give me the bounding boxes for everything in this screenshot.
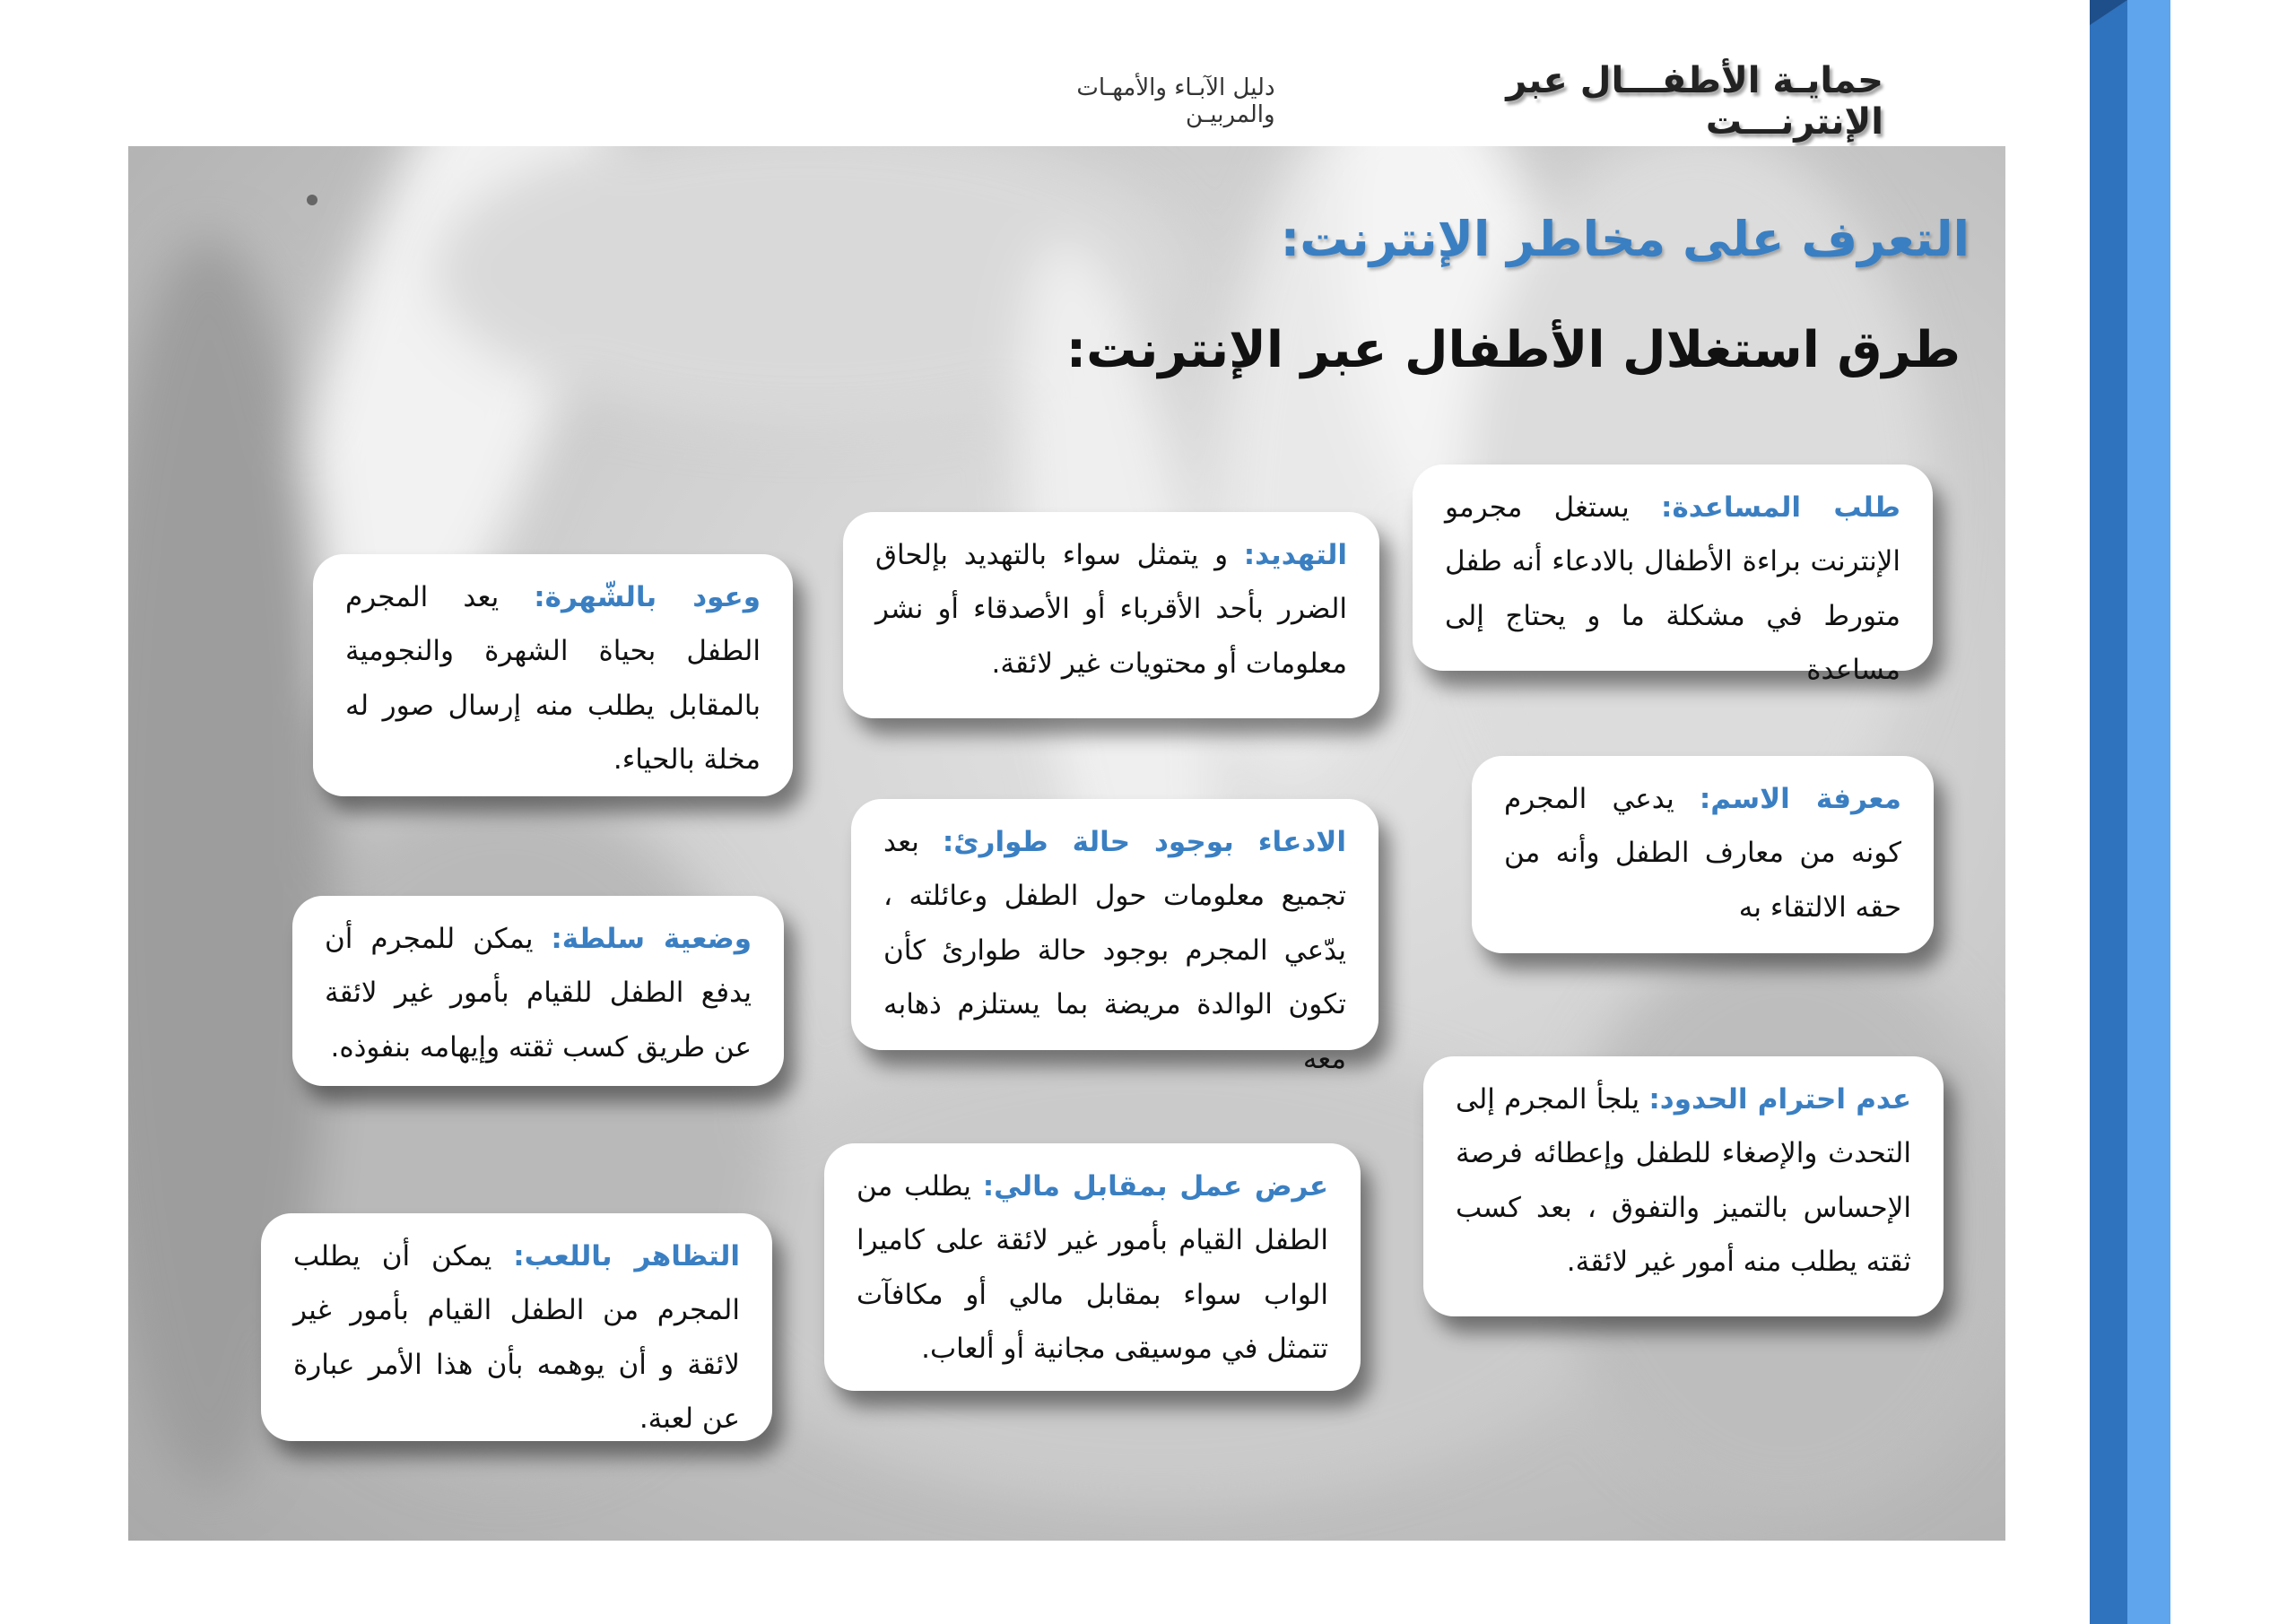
- info-card: [824, 1143, 1361, 1391]
- card-term: طلب المساعدة:: [1661, 491, 1900, 524]
- card-term: عرض عمل بمقابل مالي:: [982, 1170, 1328, 1203]
- guide-title: حمايـة الأطفـــال عبر الإنترنـــت: [1506, 60, 1883, 143]
- info-card: [843, 512, 1379, 718]
- card-text: يعد المجرم الطفل بحياة الشهرة والنجومية بالمقابل يطلب منه إرسال صور له مخلة بالحياء.: [345, 581, 761, 777]
- card-term: وعود بالشّهرة:: [534, 581, 761, 613]
- side-band-dark: [2090, 0, 2127, 1624]
- page-header: [987, 60, 1883, 143]
- info-card: [313, 554, 793, 796]
- guide-subtitle: دليل الآبـاء والأمهـات والمربيـن: [1076, 74, 1275, 128]
- card-term: التهديد:: [1243, 539, 1347, 571]
- info-card: [851, 799, 1378, 1075]
- card-text: يمكن للمجرم أن يدفع الطفل للقيام بأمور غير لائقة عن طريق كسب ثقته وإيهامه بنفوذه.: [325, 923, 752, 1064]
- info-card: [261, 1213, 772, 1441]
- card-term: التظاهر باللعب:: [513, 1240, 740, 1272]
- photo-detail: [307, 195, 317, 205]
- card-text: يستغل مجرمو الإنترنت براءة الأطفال بالادعاء أنه طفل متورط في مشكلة ما و يحتاج إلى مساعدة: [1445, 491, 1900, 687]
- side-band-light: [2127, 0, 2170, 1624]
- info-card: [1413, 465, 1933, 687]
- card-term: وضعية سلطة:: [551, 923, 752, 955]
- card-text: و يتمثل سواء بالتهديد بإلحاق الضرر بأحد الأقرباء أو الأصدقاء أو نشر معلومات أو محتويات غير لائقة.: [875, 539, 1347, 680]
- card-text: يمكن أن يطلب المجرم من الطفل القيام بأمور غير لائقة و أن يوهمه بأن هذا الأمر عبارة عن لعبة.: [293, 1240, 740, 1436]
- hands-photo-panel: [128, 146, 2005, 1541]
- card-text: يطلب من الطفل القيام بأمور غير لائقة على كاميرا الواب سواء بمقابل مالي أو مكافآت تتمثل في موسيقى مجانية أو ألعاب.: [857, 1170, 1328, 1366]
- card-text: يلجأ المجرم إلى التحدث والإصغاء للطفل وإعطائه فرصة الإحساس بالتميز والتفوق ، بعد كسب ثقته يطلب منه أمور غير لائقة.: [1456, 1083, 1911, 1279]
- card-term: الادعاء بوجود حالة طوارئ:: [942, 826, 1346, 858]
- card-term: عدم احترام الحدود:: [1648, 1083, 1912, 1116]
- side-band-fold: [2090, 0, 2127, 25]
- info-card: [1423, 1056, 1944, 1316]
- section-heading: التعرف على مخاطر الإنترنت:: [1280, 211, 1970, 267]
- info-card: [292, 896, 784, 1086]
- card-text: بعد تجميع معلومات حول الطفل وعائلته ، يدّعي المجرم بوجود حالة طوارئ كأن تكون الوالدة مريضة بما يستلزم ذهابه معه: [883, 826, 1346, 1075]
- card-term: معرفة الاسم:: [1699, 783, 1901, 815]
- info-card: [1472, 756, 1934, 953]
- section-subheading: طرق استغلال الأطفال عبر الإنترنت:: [1065, 321, 1961, 379]
- side-color-band: [2090, 0, 2170, 1624]
- card-text: يدعي المجرم كونه من معارف الطفل وأنه من حقه الالتقاء به: [1504, 783, 1901, 924]
